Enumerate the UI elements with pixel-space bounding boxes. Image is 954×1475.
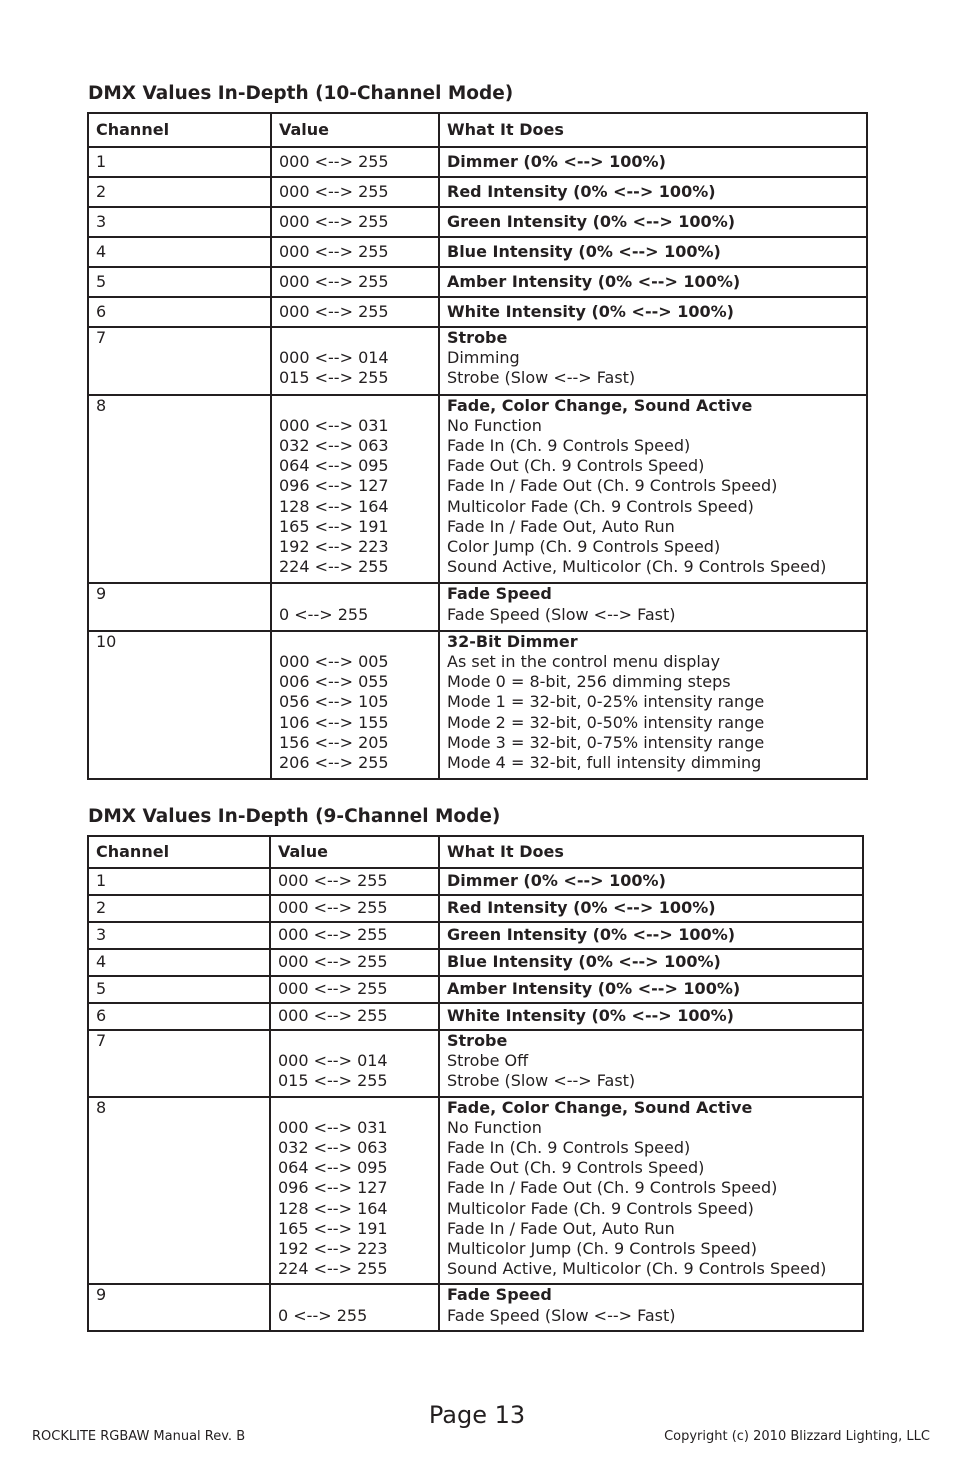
function-cell <box>439 1030 863 1097</box>
table-row <box>88 1003 863 1030</box>
channel-cell: 5 <box>88 976 270 1003</box>
value-range: 006 <--> 055 <box>279 672 389 692</box>
value-cell <box>271 395 439 584</box>
value-cell <box>270 1097 439 1285</box>
function-cell: Blue Intensity (0% <--> 100%) <box>439 949 863 976</box>
function-description: Mode 3 = 32-bit, 0-75% intensity range <box>447 732 765 752</box>
function-cell <box>439 1284 863 1330</box>
channel-cell: 8 <box>88 1097 270 1285</box>
function-heading: Fade Speed <box>447 1285 552 1305</box>
function-cell <box>439 631 867 779</box>
function-cell: Dimmer (0% <--> 100%) <box>439 868 863 895</box>
value-range: 064 <--> 095 <box>279 456 389 476</box>
value-range: 206 <--> 255 <box>279 753 389 773</box>
manual-revision: ROCKLITE RGBAW Manual Rev. B <box>32 1429 246 1444</box>
function-description: Fade Out (Ch. 9 Controls Speed) <box>447 456 705 476</box>
table-row <box>88 147 867 177</box>
function-cell: Green Intensity (0% <--> 100%) <box>439 207 867 237</box>
value-range: 000 <--> 014 <box>278 1051 388 1071</box>
function-cell <box>439 583 867 630</box>
value-range: 165 <--> 191 <box>278 1218 388 1238</box>
function-cell: Amber Intensity (0% <--> 100%) <box>439 267 867 297</box>
function-description: Dimming <box>447 348 520 368</box>
function-description: Multicolor Jump (Ch. 9 Controls Speed) <box>447 1239 757 1259</box>
function-cell: Amber Intensity (0% <--> 100%) <box>439 976 863 1003</box>
channel-cell: 4 <box>88 237 271 267</box>
value-range: 192 <--> 223 <box>278 1239 388 1259</box>
table-row <box>88 1097 863 1285</box>
value-cell <box>271 327 439 395</box>
value-cell: 000 <--> 255 <box>270 895 439 922</box>
channel-cell: 3 <box>88 207 271 237</box>
function-description: Mode 4 = 32-bit, full intensity dimming <box>447 753 762 773</box>
dmx-table-10ch <box>87 112 868 780</box>
function-description: Fade In / Fade Out (Ch. 9 Controls Speed) <box>447 1178 778 1198</box>
channel-cell: 6 <box>88 297 271 327</box>
value-cell <box>271 631 439 779</box>
channel-cell: 1 <box>88 868 270 895</box>
function-heading: Strobe <box>447 328 508 347</box>
value-range: 096 <--> 127 <box>278 1178 388 1198</box>
header-what-it-does: What It Does <box>439 836 863 868</box>
value-cell: 000 <--> 255 <box>270 1003 439 1030</box>
function-description: Strobe (Slow <--> Fast) <box>447 1071 636 1091</box>
table-row <box>88 1030 863 1097</box>
function-description: Fade In / Fade Out (Ch. 9 Controls Speed) <box>447 476 778 496</box>
channel-cell: 5 <box>88 267 271 297</box>
table-row <box>88 297 867 327</box>
channel-cell: 8 <box>88 395 271 584</box>
value-range: 032 <--> 063 <box>279 436 389 455</box>
channel-cell: 10 <box>88 631 271 779</box>
function-description: Multicolor Fade (Ch. 9 Controls Speed) <box>447 496 754 516</box>
table-header-row <box>88 836 863 868</box>
channel-cell: 6 <box>88 1003 270 1030</box>
table-header-row <box>88 113 867 147</box>
table-row <box>88 583 867 630</box>
function-description: Mode 1 = 32-bit, 0-25% intensity range <box>447 692 765 712</box>
value-range: 106 <--> 155 <box>279 712 389 732</box>
table-row <box>88 1284 863 1330</box>
table-9ch-title: DMX Values In-Depth (9-Channel Mode) <box>88 806 501 827</box>
table-row <box>88 207 867 237</box>
value-spacer <box>279 584 438 604</box>
table-row <box>88 949 863 976</box>
function-cell <box>439 1097 863 1285</box>
header-value: Value <box>271 113 439 147</box>
function-cell: Dimmer (0% <--> 100%) <box>439 147 867 177</box>
function-description: Strobe Off <box>447 1051 529 1071</box>
function-description: Color Jump (Ch. 9 Controls Speed) <box>447 537 721 557</box>
table-row <box>88 976 863 1003</box>
function-description: Strobe (Slow <--> Fast) <box>447 368 636 388</box>
value-cell: 000 <--> 255 <box>271 207 439 237</box>
function-description: Fade In (Ch. 9 Controls Speed) <box>447 436 691 456</box>
table-row <box>88 327 867 395</box>
table-row <box>88 868 863 895</box>
function-description: Sound Active, Multicolor (Ch. 9 Controls Speed) <box>447 1259 827 1279</box>
header-channel: Channel <box>88 836 270 868</box>
value-range: 032 <--> 063 <box>278 1138 388 1157</box>
value-range: 0 <--> 255 <box>278 1305 368 1325</box>
value-cell: 000 <--> 255 <box>271 147 439 177</box>
value-range: 064 <--> 095 <box>278 1158 388 1178</box>
value-range: 192 <--> 223 <box>279 537 389 557</box>
value-range: 000 <--> 031 <box>278 1117 388 1137</box>
channel-cell: 9 <box>88 583 271 630</box>
function-heading: 32-Bit Dimmer <box>447 631 578 651</box>
value-spacer <box>278 1098 438 1118</box>
value-range: 000 <--> 014 <box>279 348 389 368</box>
function-heading: Fade, Color Change, Sound Active <box>447 1097 753 1117</box>
value-range: 015 <--> 255 <box>279 368 389 388</box>
function-heading: Fade, Color Change, Sound Active <box>447 395 753 415</box>
value-range: 156 <--> 205 <box>279 732 389 752</box>
header-value: Value <box>270 836 439 868</box>
copyright-notice: Copyright (c) 2010 Blizzard Lighting, LLC <box>664 1429 930 1444</box>
function-description: Fade In / Fade Out, Auto Run <box>447 1218 675 1238</box>
table-10ch-title: DMX Values In-Depth (10-Channel Mode) <box>88 83 514 104</box>
function-description: Multicolor Fade (Ch. 9 Controls Speed) <box>447 1198 754 1218</box>
value-cell: 000 <--> 255 <box>271 297 439 327</box>
value-cell: 000 <--> 255 <box>270 922 439 949</box>
function-cell: Red Intensity (0% <--> 100%) <box>439 177 867 207</box>
value-cell: 000 <--> 255 <box>270 976 439 1003</box>
function-description: No Function <box>447 1117 542 1137</box>
table-row <box>88 177 867 207</box>
function-cell: Red Intensity (0% <--> 100%) <box>439 895 863 922</box>
value-range: 224 <--> 255 <box>278 1259 388 1279</box>
channel-cell: 2 <box>88 895 270 922</box>
function-cell <box>439 327 867 395</box>
value-cell: 000 <--> 255 <box>270 949 439 976</box>
value-range: 128 <--> 164 <box>279 496 389 516</box>
table-row <box>88 631 867 779</box>
function-heading: Fade Speed <box>447 584 552 604</box>
function-cell <box>439 395 867 584</box>
table-row <box>88 895 863 922</box>
function-description: As set in the control menu display <box>447 652 721 672</box>
value-cell <box>270 1030 439 1097</box>
function-description: Fade Out (Ch. 9 Controls Speed) <box>447 1158 705 1178</box>
value-range: 224 <--> 255 <box>279 557 389 577</box>
function-description: Mode 0 = 8-bit, 256 dimming steps <box>447 672 731 692</box>
value-cell: 000 <--> 255 <box>271 177 439 207</box>
function-cell: White Intensity (0% <--> 100%) <box>439 297 867 327</box>
value-range: 165 <--> 191 <box>279 516 389 536</box>
value-range: 000 <--> 005 <box>279 652 389 672</box>
value-cell: 000 <--> 255 <box>271 267 439 297</box>
channel-cell: 7 <box>88 327 271 395</box>
function-cell: Green Intensity (0% <--> 100%) <box>439 922 863 949</box>
table-row <box>88 395 867 584</box>
function-description: Fade Speed (Slow <--> Fast) <box>447 604 676 624</box>
function-cell: White Intensity (0% <--> 100%) <box>439 1003 863 1030</box>
table-row <box>88 237 867 267</box>
value-cell: 000 <--> 255 <box>270 868 439 895</box>
channel-cell: 2 <box>88 177 271 207</box>
value-cell <box>270 1284 439 1330</box>
function-description: No Function <box>447 415 542 435</box>
value-cell: 000 <--> 255 <box>271 237 439 267</box>
channel-cell: 9 <box>88 1284 270 1330</box>
value-spacer <box>279 632 438 652</box>
function-description: Fade In / Fade Out, Auto Run <box>447 516 675 536</box>
header-channel: Channel <box>88 113 271 147</box>
value-range: 056 <--> 105 <box>279 692 389 712</box>
header-what-it-does: What It Does <box>439 113 867 147</box>
function-cell: Blue Intensity (0% <--> 100%) <box>439 237 867 267</box>
dmx-table-9ch <box>87 835 864 1332</box>
value-spacer <box>279 396 438 416</box>
function-description: Mode 2 = 32-bit, 0-50% intensity range <box>447 712 765 732</box>
channel-cell: 4 <box>88 949 270 976</box>
page-number: Page 13 <box>428 1401 526 1429</box>
table-row <box>88 267 867 297</box>
function-description: Fade In (Ch. 9 Controls Speed) <box>447 1138 691 1158</box>
value-cell <box>271 583 439 630</box>
value-spacer <box>278 1285 438 1305</box>
value-range: 015 <--> 255 <box>278 1071 388 1091</box>
function-heading: Strobe <box>447 1031 508 1050</box>
value-spacer <box>278 1031 438 1051</box>
table-row <box>88 922 863 949</box>
function-description: Sound Active, Multicolor (Ch. 9 Controls Speed) <box>447 557 827 577</box>
channel-cell: 3 <box>88 922 270 949</box>
function-description: Fade Speed (Slow <--> Fast) <box>447 1305 676 1325</box>
value-range: 096 <--> 127 <box>279 476 389 496</box>
value-range: 0 <--> 255 <box>279 604 369 624</box>
value-range: 000 <--> 031 <box>279 415 389 435</box>
value-range: 128 <--> 164 <box>278 1198 388 1218</box>
channel-cell: 1 <box>88 147 271 177</box>
channel-cell: 7 <box>88 1030 270 1097</box>
value-spacer <box>279 328 438 348</box>
